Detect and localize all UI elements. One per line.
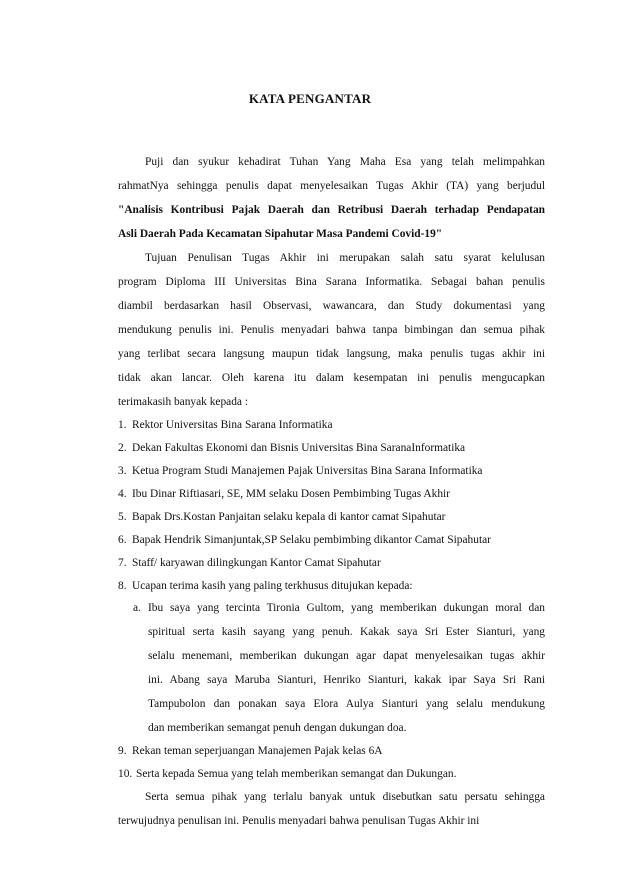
paragraph-line: tidak akan lancar. Oleh karena itu dalam kesempatan ini penulis mengucapkan: [118, 372, 545, 384]
list-item: 1. Rektor Universitas Bina Sarana Informatika: [118, 419, 333, 431]
paragraph-line: Serta semua pihak yang terlalu banyak untuk disebutkan satu persatu sehingga: [145, 791, 545, 803]
paragraph-line-thesis-title: Asli Daerah Pada Kecamatan Sipahutar Masa Pandemi Covid-19": [118, 228, 443, 240]
list-item: 8. Ucapan terima kasih yang paling terkhusus ditujukan kepada:: [118, 580, 413, 592]
paragraph-line: rahmatNya sehingga penulis dapat menyelesaikan Tugas Akhir (TA) yang berjudul: [118, 180, 545, 192]
sub-item-line: spiritual serta kasih sayang yang penuh. Kakak saya Sri Ester Sianturi, yang: [148, 626, 545, 638]
sub-item-line: Ibu saya yang tercinta Tironia Gultom, yang memberikan dukungan moral dan: [148, 602, 545, 614]
page-title: KATA PENGANTAR: [248, 91, 372, 106]
paragraph-line: Tujuan Penulisan Tugas Akhir ini merupakan salah satu syarat kelulusan: [145, 252, 545, 264]
list-item: 4. Ibu Dinar Riftiasari, SE, MM selaku Dosen Pembimbing Tugas Akhir: [118, 488, 450, 500]
paragraph-line: terwujudnya penulisan ini. Penulis menyadari bahwa penulisan Tugas Akhir ini: [118, 815, 480, 827]
paragraph-line-thesis-title: "Analisis Kontribusi Pajak Daerah dan Retribusi Daerah terhadap Pendapatan: [118, 204, 545, 216]
sub-item-line: dan memberikan semangat penuh dengan dukungan doa.: [148, 722, 407, 734]
sub-item-line: Tampubolon dan ponakan saya Elora Aulya Sianturi yang selalu mendukung: [148, 698, 545, 710]
paragraph-line: mendukung penulis ini. Penulis menyadari bahwa tanpa bimbingan dan semua pihak: [118, 324, 545, 336]
paragraph-line: diambil berdasarkan hasil Observasi, wawancara, dan Study dokumentasi yang: [118, 300, 545, 312]
paragraph-line: program Diploma III Universitas Bina Sarana Informatika. Sebagai bahan penulis: [118, 276, 545, 288]
paragraph-line: terimakasih banyak kepada :: [118, 396, 248, 408]
paragraph-line: yang terlibat secara langsung maupun tidak langsung, maka penulis tugas akhir ini: [118, 348, 545, 360]
sub-item-line: ini. Abang saya Maruba Sianturi, Henriko Sianturi, kakak ipar Saya Sri Rani: [148, 674, 545, 686]
list-item: 9. Rekan teman seperjuangan Manajemen Pajak kelas 6A: [118, 745, 383, 757]
list-item: 10. Serta kepada Semua yang telah memberikan semangat dan Dukungan.: [118, 768, 457, 780]
sub-item-label: a.: [133, 602, 141, 614]
list-item: 5. Bapak Drs.Kostan Panjaitan selaku kepala di kantor camat Sipahutar: [118, 511, 446, 523]
list-item: 3. Ketua Program Studi Manajemen Pajak Universitas Bina Sarana Informatika: [118, 465, 483, 477]
paragraph-line: Puji dan syukur kehadirat Tuhan Yang Maha Esa yang telah melimpahkan: [145, 156, 545, 168]
list-item: 6. Bapak Hendrik Simanjuntak,SP Selaku pembimbing dikantor Camat Sipahutar: [118, 534, 491, 546]
sub-item-line: selalu menemani, memberikan dukungan agar dapat menyelesaikan tugas akhir: [148, 650, 545, 662]
list-item: 2. Dekan Fakultas Ekonomi dan Bisnis Universitas Bina SaranaInformatika: [118, 442, 466, 454]
list-item: 7. Staff/ karyawan dilingkungan Kantor Camat Sipahutar: [118, 557, 381, 569]
